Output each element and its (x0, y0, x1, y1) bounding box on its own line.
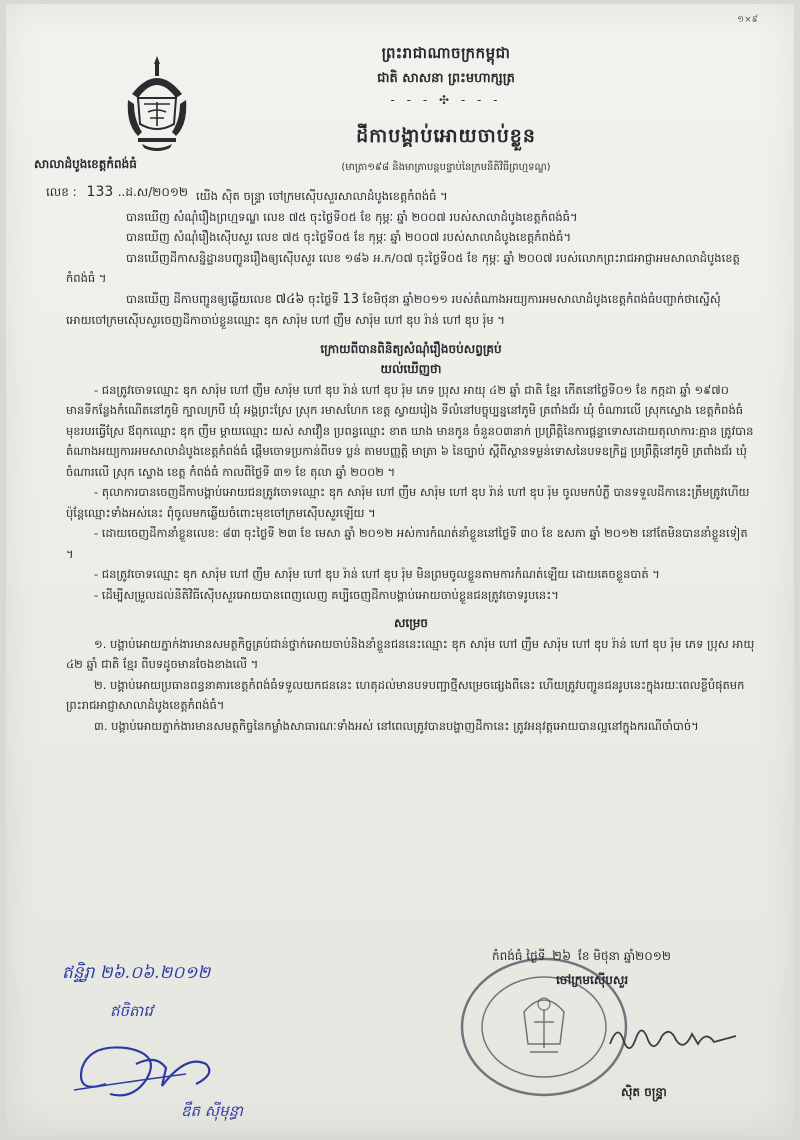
decision-item: ២. បង្គាប់អោយប្រធានពន្ធនាគារខេត្តកំពង់ធំទទួលយកជននេះ ហេតុដល់មានបទបញ្ជាថ្មីសម្រេចផ្សេងពីនេះ ហើយត្រូវបញ្ជូនជនរូបនេះក្នុងរយៈពេលខ្លីបំផុតមកព្រះរាជអាជ្ញាសាលាដំបូងខេត្តកំពង់ធំ។ (66, 677, 745, 712)
request-number: ៧៤៦ (275, 291, 305, 307)
finding-item: - ជនត្រូវចោទឈ្មោះ ឌុក សារ៉ុម ហៅ ញឹម សារ៉ុម ហៅ ឌុប រ៉ាន់ ហៅ ឌុប រ៉ុម មិនព្រមចូលខ្លួនតាមការកំណត់ឡើយ ដោយគេចខ្លួនបាត់ ។ (94, 567, 660, 581)
closing-date-rest: ខែ មិថុនា ឆ្នាំ២០១២ (578, 949, 671, 963)
finding-item: - ដោយចេញដីកានាំខ្លួនលេខ: ៨៣ ចុះថ្ងៃទី ២៣ ខែ មេសា ឆ្នាំ ២០១២ អស់ការកំណត់នាំខ្លួននៅថ្ងៃទី ៣០ ខែ ឧសភា ឆ្នាំ ២០១២ នៅតែមិនបាននាំខ្លួនទៀត ។ (66, 526, 748, 561)
section-heading-findings: យល់ឃើញថា (380, 362, 442, 376)
request-text-a: បានឃើញ ដីកាបញ្ជូនឲ្យឆ្លើយលេខ (126, 291, 272, 306)
court-name: សាលាដំបូងខេត្តកំពង់ធំ (34, 157, 137, 171)
document-title: ដីកាបង្គាប់អោយចាប់ខ្លួន (356, 125, 536, 147)
closing-date-day: ២៦ (552, 949, 572, 964)
decision-item: ៣. បង្គាប់អោយភ្នាក់ងារមានសមត្ថកិច្ចនៃកម្លាំងសាធារណៈទាំងអស់ នៅពេលត្រូវបានបង្ហាញដីកានេះ ត្រូវអនុវត្តអោយបានល្អនៅក្នុងករណីចាំបាច់។ (94, 718, 699, 733)
closing-date-prefix: កំពង់ធំ ថ្ងៃទី (492, 949, 546, 963)
handwritten-note: ឥចិតាវេ (110, 1002, 153, 1020)
finding-item: - ជនត្រូវចោទឈ្មោះ ឌុក សារ៉ុម ហៅ ញឹម សារ៉ុម ហៅ ឌុប រ៉ាន់ ហៅ ឌុប រ៉ុម ភេទ ប្រុស អាយុ ៤២ ឆ្នាំ ជាតិ ខ្មែរ កើតនៅថ្ងៃទី០១ ខែ កក្កដា ឆ្នាំ ១៩៧០ មានទីកន្លែងកំណើតនៅភូមិ ក្បាលក្របី ឃុំ អង្គព្រះស្រែ ស្រុក រមាសហែក ខេត្ត ស្វាយរៀង ទីលំនៅបច្ចុប្បន្ននៅភូមិ ត្រពាំងជ័រ ឃុំ ចំណារលើ ស្រុកស្ទោង ខេត្តកំពង់ធំ មុខរបរធ្វើស្រែ ឪពុកឈ្មោះ ឌុក ញឹម ម្ដាយឈ្មោះ យស់ សាវឿន ប្រពន្ធឈ្មោះ ខាត ឃាង មានកូន ចំនួន០៣នាក់ ប្រព្រឹត្តិនៃការផ្តន្ទាទោសដោយតុលាការ:គ្មាន ត្រូវបានតំណាងអយ្យការអមសាលាដំបូងខេត្តកំពង់ធំ ផ្ដើមចោទប្រកាន់ពីបទ ប្លន់ តាមបញ្ញត្តិ មាត្រា ៦ នៃច្បាប់ ស្តីពីស្ថានទម្ងន់ទោសនៃបទឧក្រិដ្ឋ ប្រព្រឹត្តិនៅភូមិ ត្រពាំងជ័រ ឃុំ ចំណារលើ ស្រុក ស្ទោង ខេត្ត កំពង់ធំ កាលពីថ្ងៃទី ៣១ ខែ តុលា ឆ្នាំ ២០០២ ។ (66, 382, 754, 479)
motto-line: ជាតិ សាសនា ព្រះមហាក្សត្រ (377, 71, 515, 86)
document-body (66, 186, 756, 736)
document-number-label: លេខ : (46, 185, 77, 199)
body-paragraph: បានឃើញ សំណុំរឿងព្រហ្មទណ្ឌ លេខ ៧៥ ចុះថ្ងៃទី០៥ ខែ កុម្ភៈ ឆ្នាំ ២០០៧ របស់សាលាដំបូងខេត្តកំពង់ធំ។ (126, 209, 578, 224)
body-paragraph-request (66, 289, 756, 331)
royal-coat-of-arms-icon (124, 54, 190, 154)
request-text-c: ខែមិថុនា ឆ្នាំ២០១១ របស់តំណាងអយ្យការអមសាលាដំបូងខេត្តកំពង់ធំបញ្ជាក់ថាស្នើសុំអោយចៅក្រមស៊ើបសួរចេញដីកាចាប់ខ្លួនឈ្មោះ ឌុក សារ៉ុម ហៅ ញឹម សារ៉ុម ហៅ ឌុប រ៉ាន់ ហៅ ឌុប រ៉ុម ។ (66, 291, 721, 327)
header-ornament: - - - ✣ - - - (390, 93, 502, 107)
judge-name: ស៊ិត ចន្ទ្រា (621, 1085, 667, 1099)
finding-item: - ដើម្បីសម្រួលដល់នីតិវិធីស៊ើបសួរអោយបានពេញលេញ គប្បីចេញដីកាបង្គាប់អោយចាប់ខ្លួនជនត្រូវចោទរូបនេះ។ (94, 587, 559, 602)
document-subtitle: (មាត្រា១៩៨ និងមាត្រាបន្តបន្ទាប់នៃក្រមនីតិវិធីព្រហ្មទណ្ឌ) (341, 162, 551, 173)
judge-role: ចៅក្រមស៊ើបសួរ (556, 973, 629, 987)
document-number-value: 133 (86, 184, 118, 200)
decision-item: ១. បង្គាប់អោយភ្នាក់ងារមានសមត្ថកិច្ចគ្រប់ជាន់ថ្នាក់អោយចាប់និងនាំខ្លួនជននេះឈ្មោះ ឌុក សារ៉ុម ហៅ ញឹម សារ៉ុម ហៅ ឌុប រ៉ាន់ ហៅ ឌុប រ៉ុម ភេទ ប្រុស អាយុ ៤២ ឆ្នាំ ជាតិ ខ្មែរ ពីបទដូចមានចែងខាងលើ ។ (66, 636, 755, 671)
kingdom-header (306, 44, 586, 107)
corner-mark: ១×៩ (737, 15, 758, 25)
body-paragraph: បានឃើញ សំណុំរឿងស៊ើបសួរ លេខ ៧៥ ចុះថ្ងៃទី០៥ ខែ កុម្ភៈ ឆ្នាំ ២០០៧ របស់សាលាដំបូងខេត្តកំពង់ធំ។ (126, 230, 572, 244)
closing-date (492, 948, 671, 967)
body-intro: យើង ស៊ិត ចន្ទ្រា ចៅក្រមស៊ើបសួរសាលាដំបូងខេត្តកំពង់ធំ ។ (196, 189, 448, 203)
section-heading: ក្រោយពីបានពិនិត្យសំណុំរឿងចប់សព្វគ្រប់ (320, 341, 502, 356)
body-paragraph: បានឃើញដីកាសន្និដ្ឋានបញ្ជូនរឿងឲ្យស៊ើបសួរ លេខ ១៨៦ អ.ក/០៧ ចុះថ្ងៃទី០៥ ខែ កុម្ភៈ ឆ្នាំ ២០០៧ របស់លោកព្រះរាជអាជ្ញាអមសាលាដំបូងខេត្តកំពង់ធំ ។ (66, 250, 740, 285)
document-page (6, 4, 794, 1136)
section-heading-decision: សម្រេច (393, 616, 429, 630)
finding-item: - តុលាការបានចេញដីកាបង្គាប់អោយជនត្រូវចោទឈ្មោះ ឌុក សារ៉ុម ហៅ ញឹម សារ៉ុម ហៅ ឌុប រ៉ាន់ ហៅ ឌុប រ៉ុម ចូលមកបំភ្លឺ បានទទួលដីកានេះត្រឹមត្រូវហើយ ប៉ុន្តែឈ្មោះទាំងអស់នេះ ពុំចូលមកឆ្លើយចំពោះមុខចៅក្រមស៊ើបសួរឡើយ ។ (66, 485, 750, 520)
handwritten-signature-name: ឌឹត ស៊ីមុន្ធា (181, 1102, 243, 1120)
request-day: 13 (342, 291, 359, 307)
kingdom-line: ព្រះរាជាណាចក្រកម្ពុជា (381, 44, 511, 62)
document-number-suffix: ..ដ.ស/២០១២ (117, 185, 188, 199)
request-text-b: ចុះថ្ងៃទី (308, 291, 339, 306)
document-title-block (256, 124, 636, 175)
handwritten-date: ឥន្ទិរ្វា ២៦.០៦.២០១២ (62, 963, 211, 983)
judge-signature-icon (606, 1004, 746, 1064)
